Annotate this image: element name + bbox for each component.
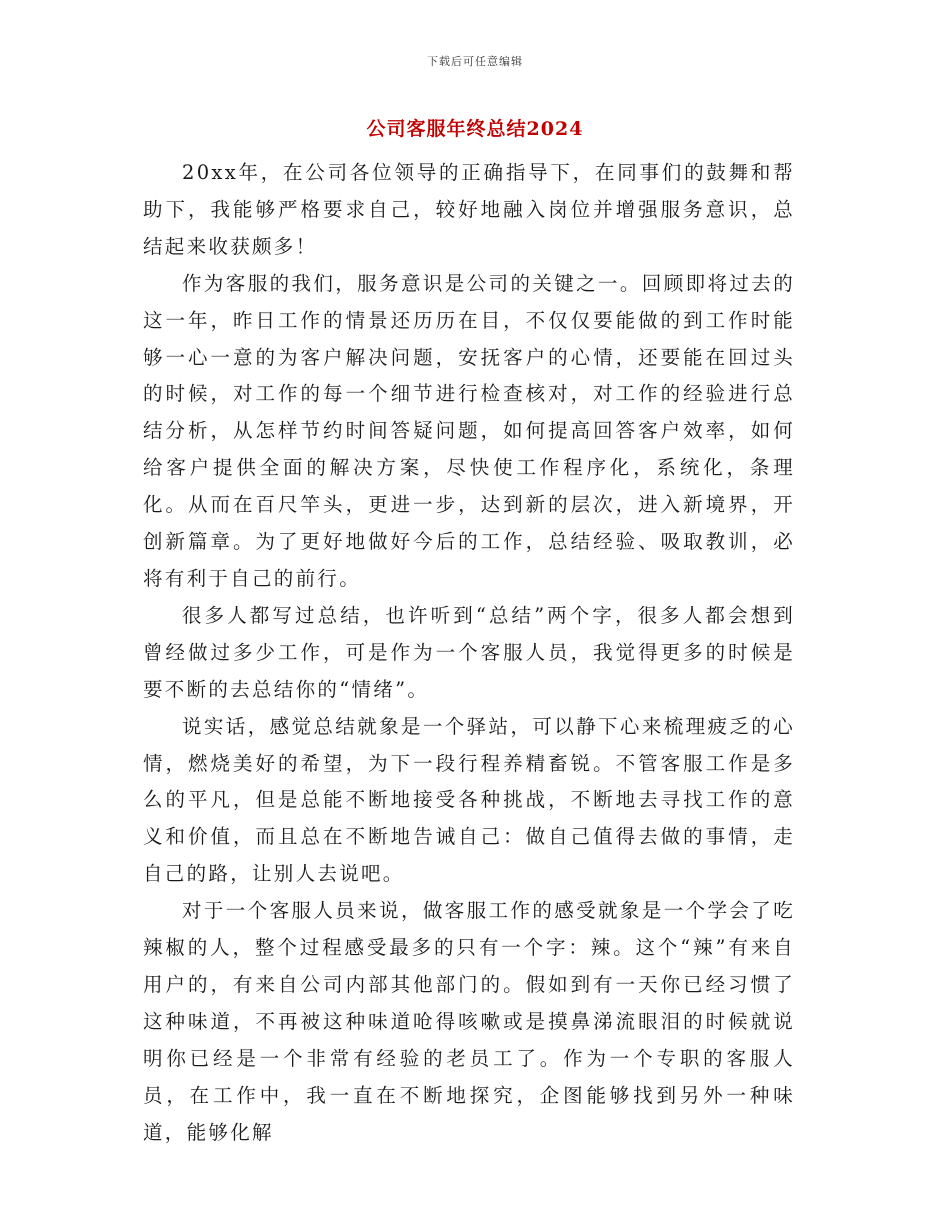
paragraph-2: 作为客服的我们，服务意识是公司的关键之一。回顾即将过去的这一年，昨日工作的情景还历历在目，不仅仅要能做的到工作时能够一心一意的为客户解决问题，安抚客户的心情，还要能在回过头的时候，对工作的每一个细节进行检查核对，对工作的经验进行总结分析，从怎样节约时间答疑问题，如何提高回答客户效率，如何给客户提供全面的解决方案，尽快使工作程序化，系统化，条理化。从而在百尺竿头，更进一步，达到新的层次，进入新境界，开创新篇章。为了更好地做好今后的工作，总结经验、吸取教训，必将有利于自己的前行。 xyxy=(143,271,795,590)
document-title: 公司客服年终总结2024 xyxy=(366,118,584,140)
header-note: 下载后可任意编辑 xyxy=(427,55,523,68)
paragraph-1: 20xx年，在公司各位领导的正确指导下，在同事们的鼓舞和帮助下，我能够严格要求自己，较好地融入岗位并增强服务意识，总结起来收获颇多！ xyxy=(143,161,795,258)
paragraph-3: 很多人都写过总结，也许听到“总结”两个字，很多人都会想到曾经做过多少工作，可是作为一个客服人员，我觉得更多的时候是要不断的去总结你的“情绪”。 xyxy=(143,603,795,701)
paragraph-5: 对于一个客服人员来说，做客服工作的感受就象是一个学会了吃辣椒的人，整个过程感受最多的只有一个字：辣。这个“辣”有来自用户的，有来自公司内部其他部门的。假如到有一天你已经习惯了这种味道，不再被这种味道呛得咳嗽或是摸鼻涕流眼泪的时候就说明你已经是一个非常有经验的老员工了。作为一个专职的客服人员，在工作中，我一直在不断地探究，企图能够找到另外一种味道，能够化解 xyxy=(143,899,795,1144)
document-body xyxy=(143,155,795,1151)
paragraph-4: 说实话，感觉总结就象是一个驿站，可以静下心来梳理疲乏的心情，燃烧美好的希望，为下一段行程养精畜锐。不管客服工作是多么的平凡，但是总能不断地接受各种挑战，不断地去寻找工作的意义和价值，而且总在不断地告诫自己：做自己值得去做的事情，走自己的路，让别人去说吧。 xyxy=(143,714,795,886)
